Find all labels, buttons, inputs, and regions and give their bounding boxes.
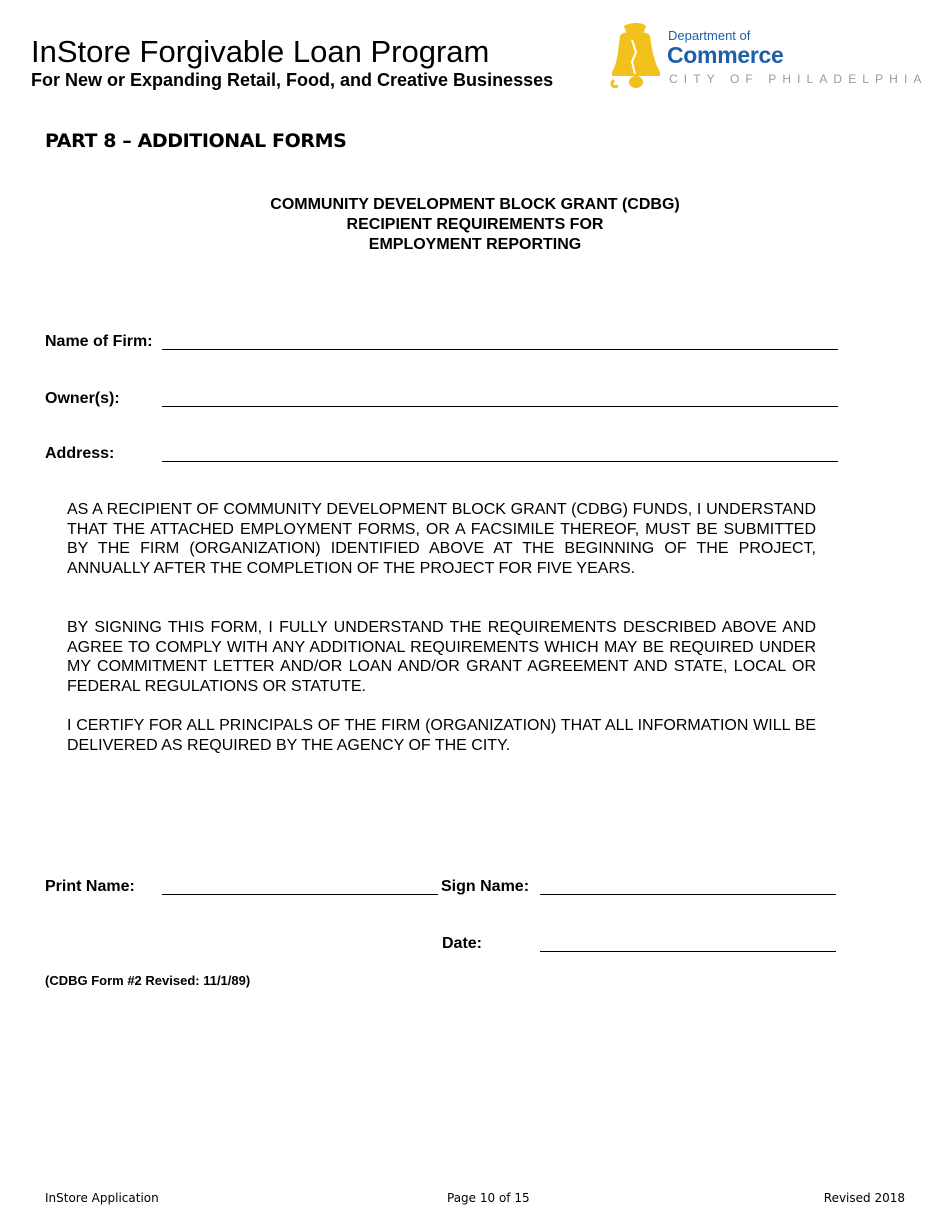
footer-page-number: Page 10 of 15 bbox=[447, 1191, 530, 1205]
form-title-line-2: RECIPIENT REQUIREMENTS FOR bbox=[346, 216, 604, 233]
footer-revision: Revised 2018 bbox=[823, 1191, 905, 1205]
address-label: Address: bbox=[45, 445, 115, 462]
form-title bbox=[0, 195, 950, 255]
logo-department-text: Department of bbox=[668, 28, 751, 43]
document-subtitle: For New or Expanding Retail, Food, and Creative Businesses bbox=[31, 70, 554, 90]
form-title-line-1: COMMUNITY DEVELOPMENT BLOCK GRANT (CDBG) bbox=[270, 196, 680, 213]
address-field[interactable] bbox=[162, 461, 838, 462]
paragraph-certification: I CERTIFY FOR ALL PRINCIPALS OF THE FIRM (ORGANIZATION) THAT ALL INFORMATION WILL BE DELIVERED AS REQUIRED BY THE AGENCY OF THE CITY. bbox=[67, 717, 816, 754]
footer-application-name: InStore Application bbox=[45, 1191, 159, 1205]
date-label: Date: bbox=[442, 935, 483, 952]
firm-name-field[interactable] bbox=[162, 349, 838, 350]
logo-city-text: CITY OF PHILADELPHIA bbox=[669, 72, 928, 86]
owners-field[interactable] bbox=[162, 406, 838, 407]
logo-commerce-text: Commerce bbox=[667, 42, 784, 68]
part-heading: PART 8 – ADDITIONAL FORMS bbox=[45, 130, 347, 152]
sign-name-field[interactable] bbox=[540, 894, 836, 895]
form-revision-note: (CDBG Form #2 Revised: 11/1/89) bbox=[45, 973, 251, 988]
print-name-label: Print Name: bbox=[45, 878, 135, 895]
form-title-line-3: EMPLOYMENT REPORTING bbox=[368, 236, 582, 253]
liberty-bell-icon bbox=[608, 22, 662, 90]
sign-name-label: Sign Name: bbox=[441, 878, 530, 895]
document-title: InStore Forgivable Loan Program bbox=[31, 34, 490, 69]
paragraph-signing-agreement: BY SIGNING THIS FORM, I FULLY UNDERSTAND THE REQUIREMENTS DESCRIBED ABOVE AND AGREE TO COMPLY WITH ANY ADDITIONAL REQUIREMENTS WHICH MAY BE REQUIRED UNDER MY COMMITMENT LETTER AND/OR LOAN AND/OR GRANT AGREEMENT AND STATE, LOCAL OR FEDERAL REGULATIONS OR STATUTE. bbox=[67, 619, 816, 696]
firm-name-label: Name of Firm: bbox=[45, 333, 153, 350]
owners-label: Owner(s): bbox=[45, 390, 120, 407]
department-of-commerce-logo bbox=[606, 22, 936, 92]
date-field[interactable] bbox=[540, 951, 836, 952]
print-name-field[interactable] bbox=[162, 894, 438, 895]
paragraph-recipient-acknowledgement: AS A RECIPIENT OF COMMUNITY DEVELOPMENT BLOCK GRANT (CDBG) FUNDS, I UNDERSTAND THAT THE ATTACHED EMPLOYMENT FORMS, OR A FACSIMILE THEREOF, MUST BE SUBMITTED BY THE FIRM (ORGANIZATION) IDENTIFIED ABOVE AT THE BEGINNING OF THE PROJECT, ANNUALLY AFTER THE COMPLETION OF THE PROJECT FOR FIVE YEARS. bbox=[67, 501, 816, 578]
